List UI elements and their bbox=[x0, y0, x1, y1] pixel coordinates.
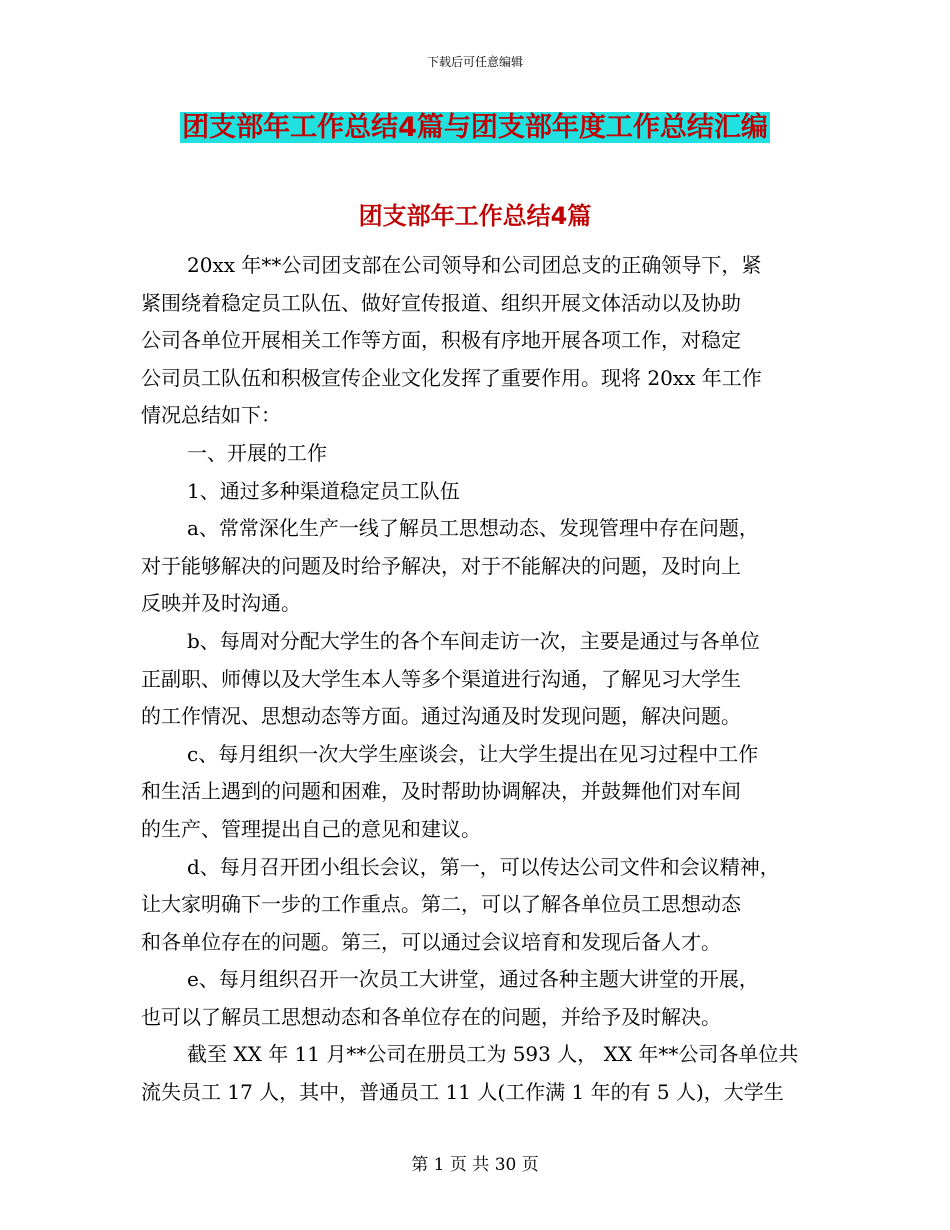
header-note: 下载后可任意编辑 bbox=[426, 55, 523, 69]
document-title-text: 团支部年工作总结4篇与团支部年度工作总结汇编 bbox=[182, 112, 768, 143]
body-line: 紧围绕着稳定员工队伍、做好宣传报道、组织开展文体活动以及协助 bbox=[141, 290, 741, 315]
body-subheading: 1、通过多种渠道稳定员工队伍 bbox=[187, 478, 460, 503]
body-line: 公司员工队伍和积极宣传企业文化发挥了重要作用。现将 20xx 年工作 bbox=[141, 365, 762, 390]
body-line: 也可以了解员工思想动态和各单位存在的问题，并给予及时解决。 bbox=[141, 1004, 721, 1029]
body-line: 对于能够解决的问题及时给予解决，对于不能解决的问题，及时向上 bbox=[141, 553, 741, 578]
page-footer: 第 1 页 共 30 页 bbox=[411, 1155, 539, 1175]
body-line: e、每月组织召开一次员工大讲堂，通过各种主题大讲堂的开展， bbox=[187, 967, 759, 992]
body-line: b、每周对分配大学生的各个车间走访一次，主要是通过与各单位 bbox=[187, 628, 760, 653]
body-line: a、常常深化生产一线了解员工思想动态、发现管理中存在问题， bbox=[187, 516, 759, 541]
body-line: d、每月召开团小组长会议，第一，可以传达公司文件和会议精神， bbox=[187, 854, 780, 879]
section-title: 团支部年工作总结4篇 bbox=[358, 202, 592, 230]
body-line: 让大家明确下一步的工作重点。第二，可以了解各单位员工思想动态 bbox=[141, 892, 741, 917]
body-line: c、每月组织一次大学生座谈会，让大学生提出在见习过程中工作 bbox=[187, 741, 759, 766]
body-line: 的生产、管理提出自己的意见和建议。 bbox=[141, 816, 481, 841]
body-line: 的工作情况、思想动态等方面。通过沟通及时发现问题，解决问题。 bbox=[141, 704, 741, 729]
body-heading: 一、开展的工作 bbox=[187, 440, 327, 465]
document-title bbox=[0, 110, 950, 146]
body-line: 20xx 年**公司团支部在公司领导和公司团总支的正确领导下，紧 bbox=[187, 253, 762, 277]
document-body bbox=[141, 247, 811, 1112]
body-line: 公司各单位开展相关工作等方面，积极有序地开展各项工作，对稳定 bbox=[141, 328, 741, 353]
body-line: 流失员工 17 人，其中，普通员工 11 人(工作满 1 年的有 5 人)，大学生 bbox=[141, 1080, 784, 1105]
body-line: 正副职、师傅以及大学生本人等多个渠道进行沟通，了解见习大学生 bbox=[141, 666, 741, 691]
body-line: 反映并及时沟通。 bbox=[141, 591, 301, 616]
body-line: 和生活上遇到的问题和困难，及时帮助协调解决，并鼓舞他们对车间 bbox=[141, 779, 741, 804]
body-line: 情况总结如下： bbox=[141, 403, 281, 428]
body-line: 和各单位存在的问题。第三，可以通过会议培育和发现后备人才。 bbox=[141, 929, 721, 954]
body-line: 截至 XX 年 11 月**公司在册员工为 593 人， XX 年**公司各单位共 bbox=[187, 1042, 799, 1067]
